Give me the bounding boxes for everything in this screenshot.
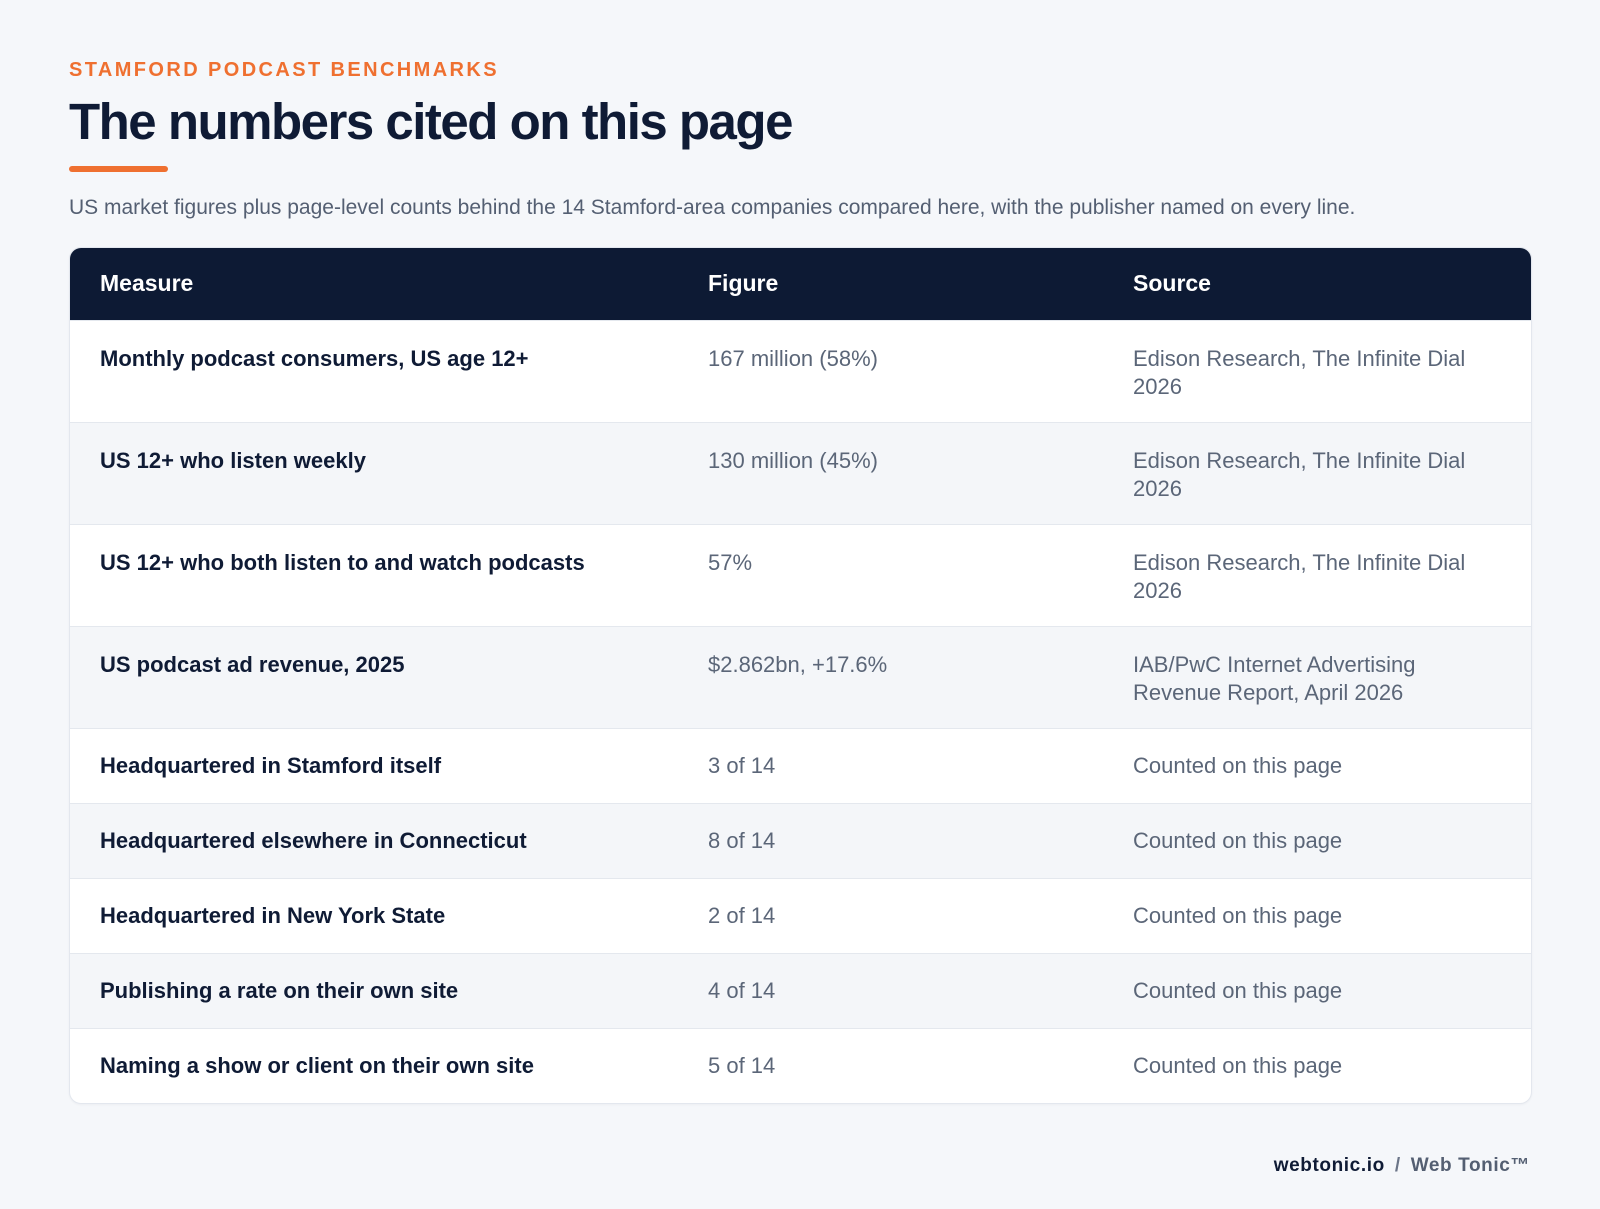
measure-cell: US podcast ad revenue, 2025 [100, 651, 405, 677]
table-row [70, 320, 1531, 422]
eyebrow-label: STAMFORD PODCAST BENCHMARKS [69, 59, 499, 81]
measure-cell: Monthly podcast consumers, US age 12+ [100, 345, 529, 371]
figure-cell: 3 of 14 [708, 752, 776, 778]
table-header [70, 248, 1531, 320]
figure-cell: 167 million (58%) [708, 345, 878, 371]
source-cell: Edison Research, The Infinite Dial 2026 [1133, 345, 1466, 399]
figure-cell: 5 of 14 [708, 1052, 776, 1078]
source-cell: Edison Research, The Infinite Dial 2026 [1133, 447, 1466, 501]
measure-cell: US 12+ who listen weekly [100, 447, 366, 473]
footer-credit [1274, 1155, 1530, 1177]
measure-cell: Headquartered elsewhere in Connecticut [100, 827, 527, 853]
footer-separator: / [1394, 1155, 1401, 1176]
table-row [70, 878, 1531, 953]
measure-cell: Headquartered in New York State [100, 902, 446, 928]
table-row [70, 626, 1531, 728]
table-row [70, 728, 1531, 803]
figure-cell: 4 of 14 [708, 977, 776, 1003]
source-cell: IAB/PwC Internet Advertising Revenue Report, April 2026 [1133, 651, 1416, 705]
figure-cell: 8 of 14 [708, 827, 776, 853]
figure-cell: 2 of 14 [708, 902, 776, 928]
footer-domain: webtonic.io [1273, 1155, 1385, 1176]
page-subtitle: US market figures plus page-level counts behind the 14 Stamford-area companies compared here, with the publisher named on every line. [69, 196, 1356, 219]
figure-cell: 130 million (45%) [708, 447, 878, 473]
measure-cell: Naming a show or client on their own site [100, 1052, 534, 1078]
column-header-measure: Measure [100, 270, 194, 297]
figure-cell: $2.862bn, +17.6% [708, 651, 888, 677]
measure-cell: Headquartered in Stamford itself [100, 752, 442, 778]
page-title: The numbers cited on this page [69, 93, 792, 150]
source-cell: Counted on this page [1133, 827, 1343, 853]
table-header-row [70, 248, 1531, 320]
column-header-figure: Figure [708, 270, 779, 297]
benchmarks-table-card [69, 247, 1532, 1104]
source-cell: Counted on this page [1133, 752, 1343, 778]
column-header-source: Source [1133, 270, 1211, 297]
source-cell: Counted on this page [1133, 977, 1343, 1003]
source-cell: Edison Research, The Infinite Dial 2026 [1133, 549, 1466, 603]
measure-cell: Publishing a rate on their own site [100, 977, 459, 1003]
table-body [70, 320, 1531, 1103]
source-cell: Counted on this page [1133, 1052, 1343, 1078]
benchmarks-table [70, 248, 1531, 1103]
table-row [70, 422, 1531, 524]
measure-cell: US 12+ who both listen to and watch podcasts [100, 549, 585, 575]
table-row [70, 953, 1531, 1028]
footer-brand: Web Tonic™ [1410, 1155, 1530, 1176]
title-accent-bar [69, 166, 168, 172]
figure-cell: 57% [708, 549, 753, 575]
source-cell: Counted on this page [1133, 902, 1343, 928]
table-row [70, 1028, 1531, 1103]
table-row [70, 524, 1531, 626]
table-row [70, 803, 1531, 878]
